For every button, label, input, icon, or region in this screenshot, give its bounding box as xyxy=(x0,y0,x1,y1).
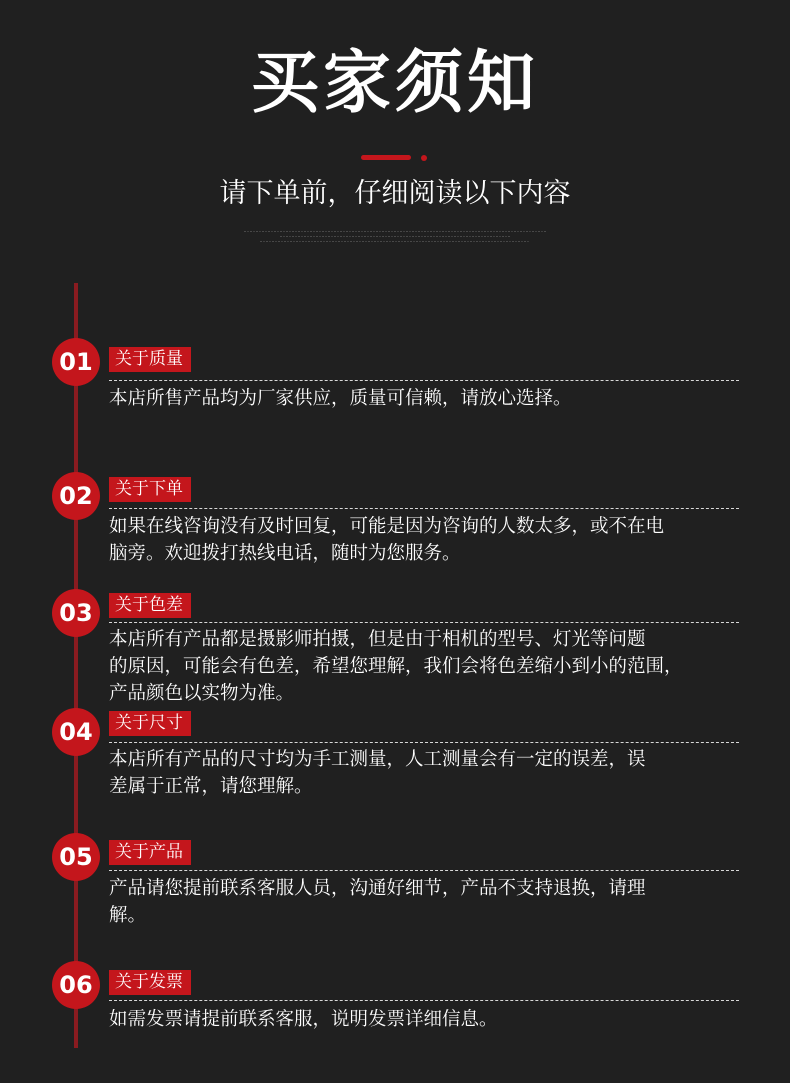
item-tag: 关于色差 xyxy=(109,593,191,618)
item-number-badge: 06 xyxy=(52,961,100,1009)
item-divider xyxy=(109,380,739,381)
item-description: 本店所有产品都是摄影师拍摄，但是由于相机的型号、灯光等问题 的原因，可能会有色差，希望您理解，我们会将色差缩小到小的范围， 产品颜色以实物为准。 xyxy=(109,629,683,704)
item-description: 如果在线咨询没有及时回复，可能是因为咨询的人数太多，或不在电 脑旁。欢迎拨打热线电话，随时为您服务。 xyxy=(109,516,665,564)
item-description: 如需发票请提前联系客服，说明发票详细信息。 xyxy=(109,1009,498,1030)
item-tag: 关于发票 xyxy=(109,970,191,995)
item-number-badge: 05 xyxy=(52,833,100,881)
item-number-badge: 04 xyxy=(52,708,100,756)
item-divider xyxy=(109,1000,739,1001)
page-subtitle: 请下单前，仔细阅读以下内容 xyxy=(219,178,571,209)
item-number-badge: 02 xyxy=(52,472,100,520)
item-tag: 关于下单 xyxy=(109,477,191,502)
timeline-line xyxy=(74,283,78,1048)
item-divider xyxy=(109,870,739,871)
page-title: 买家须知 xyxy=(250,44,539,123)
item-tag: 关于质量 xyxy=(109,347,191,372)
decorative-fine-text xyxy=(244,231,546,246)
item-divider xyxy=(109,622,739,623)
item-tag: 关于尺寸 xyxy=(109,711,191,736)
item-number-badge: 03 xyxy=(52,589,100,637)
title-underline xyxy=(361,155,411,160)
title-dot xyxy=(421,155,427,161)
item-number-badge: 01 xyxy=(52,338,100,386)
item-divider xyxy=(109,742,739,743)
item-description: 产品请您提前联系客服人员，沟通好细节，产品不支持退换，请理 解。 xyxy=(109,878,646,926)
item-description: 本店所有产品的尺寸均为手工测量，人工测量会有一定的误差，误 差属于正常，请您理解。 xyxy=(109,749,646,797)
item-divider xyxy=(109,508,739,509)
item-tag: 关于产品 xyxy=(109,840,191,865)
item-description: 本店所售产品均为厂家供应，质量可信赖，请放心选择。 xyxy=(109,388,572,409)
